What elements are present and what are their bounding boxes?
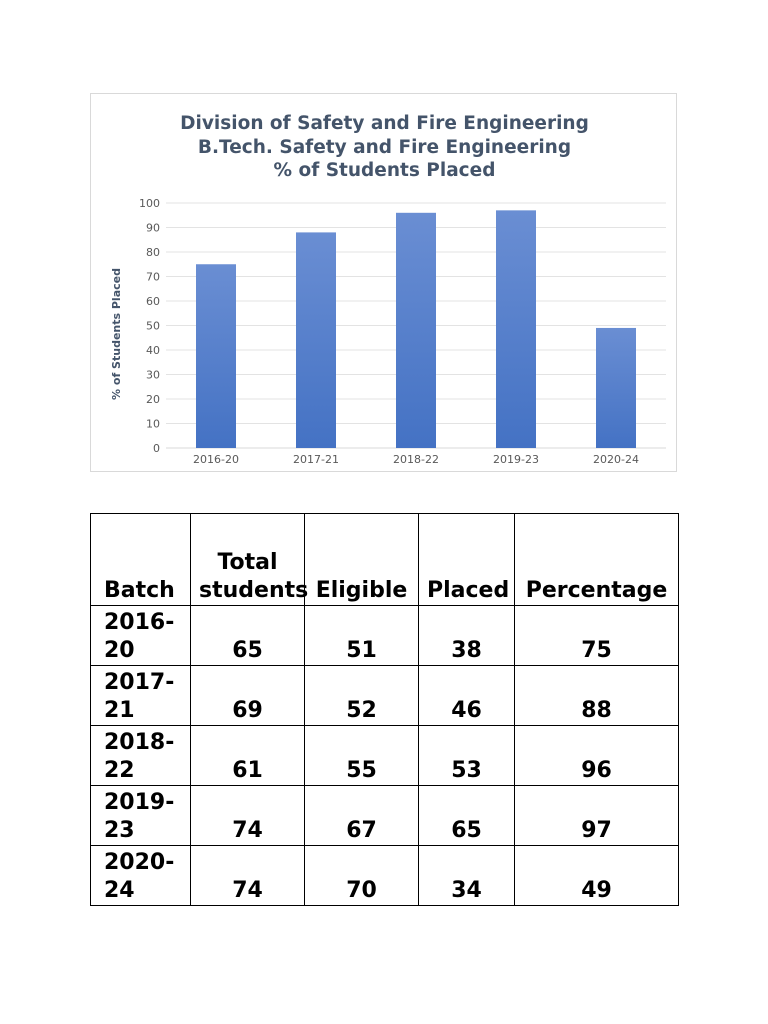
cell-eligible: 52 xyxy=(305,666,419,726)
cell-total-students: 65 xyxy=(191,606,305,666)
chart-title-line-1: Division of Safety and Fire Engineering xyxy=(180,113,589,134)
cell-batch: 2018-22 xyxy=(91,726,191,786)
cell-batch: 2019-23 xyxy=(91,786,191,846)
cell-eligible: 67 xyxy=(305,786,419,846)
x-tick-label: 2020-24 xyxy=(593,453,639,466)
cell-placed: 53 xyxy=(419,726,515,786)
x-tick-label: 2019-23 xyxy=(493,453,539,466)
cell-total-students: 61 xyxy=(191,726,305,786)
cell-placed: 38 xyxy=(419,606,515,666)
cell-batch: 2020-24 xyxy=(91,846,191,906)
table-header-row xyxy=(91,514,679,606)
bar-2017-21 xyxy=(296,232,336,448)
table-row xyxy=(91,606,679,666)
y-tick-label: 20 xyxy=(146,393,160,406)
cell-placed: 46 xyxy=(419,666,515,726)
cell-percentage: 96 xyxy=(515,726,679,786)
table-row xyxy=(91,786,679,846)
cell-placed: 65 xyxy=(419,786,515,846)
y-tick-label: 10 xyxy=(146,417,160,431)
bar-2018-22 xyxy=(396,213,436,448)
cell-percentage: 88 xyxy=(515,666,679,726)
cell-batch: 2017-21 xyxy=(91,666,191,726)
header-placed: Placed xyxy=(419,514,515,606)
cell-percentage: 97 xyxy=(515,786,679,846)
cell-percentage: 75 xyxy=(515,606,679,666)
header-percentage: Percentage xyxy=(515,514,679,606)
table-row xyxy=(91,666,679,726)
placement-table xyxy=(90,513,679,906)
y-tick-label: 50 xyxy=(146,319,160,333)
y-axis-label: % of Students Placed xyxy=(110,268,123,400)
header-batch: Batch xyxy=(91,514,191,606)
cell-placed: 34 xyxy=(419,846,515,906)
bar-2019-23 xyxy=(496,210,536,448)
bars xyxy=(196,210,636,448)
y-tick-label: 90 xyxy=(146,221,160,235)
bar-2016-20 xyxy=(196,264,236,448)
table-row xyxy=(91,726,679,786)
cell-total-students: 69 xyxy=(191,666,305,726)
y-tick-label: 80 xyxy=(146,246,160,259)
x-tick-label: 2018-22 xyxy=(393,453,439,466)
y-tick-label: 60 xyxy=(146,295,160,308)
bar-2020-24 xyxy=(596,328,636,448)
x-tick-labels xyxy=(193,453,639,466)
cell-eligible: 70 xyxy=(305,846,419,906)
y-tick-label: 0 xyxy=(153,442,160,455)
y-tick-labels xyxy=(139,197,160,455)
chart-title-line-3: % of Students Placed xyxy=(273,160,496,181)
header-eligible: Eligible xyxy=(305,514,419,606)
y-tick-label: 30 xyxy=(146,368,160,382)
cell-eligible: 51 xyxy=(305,606,419,666)
chart-title-line-2: B.Tech. Safety and Fire Engineering xyxy=(197,136,572,158)
cell-total-students: 74 xyxy=(191,846,305,906)
chart-title xyxy=(91,112,678,183)
cell-eligible: 55 xyxy=(305,726,419,786)
chart-frame xyxy=(90,93,677,472)
cell-batch: 2016-20 xyxy=(91,606,191,666)
header-total-students: Total students xyxy=(191,514,305,606)
y-tick-label: 40 xyxy=(146,344,160,357)
y-tick-label: 70 xyxy=(146,270,160,284)
x-tick-label: 2017-21 xyxy=(293,453,339,466)
cell-percentage: 49 xyxy=(515,846,679,906)
table-row xyxy=(91,846,679,906)
x-tick-label: 2016-20 xyxy=(193,453,239,466)
cell-total-students: 74 xyxy=(191,786,305,846)
y-tick-label: 100 xyxy=(139,197,160,210)
